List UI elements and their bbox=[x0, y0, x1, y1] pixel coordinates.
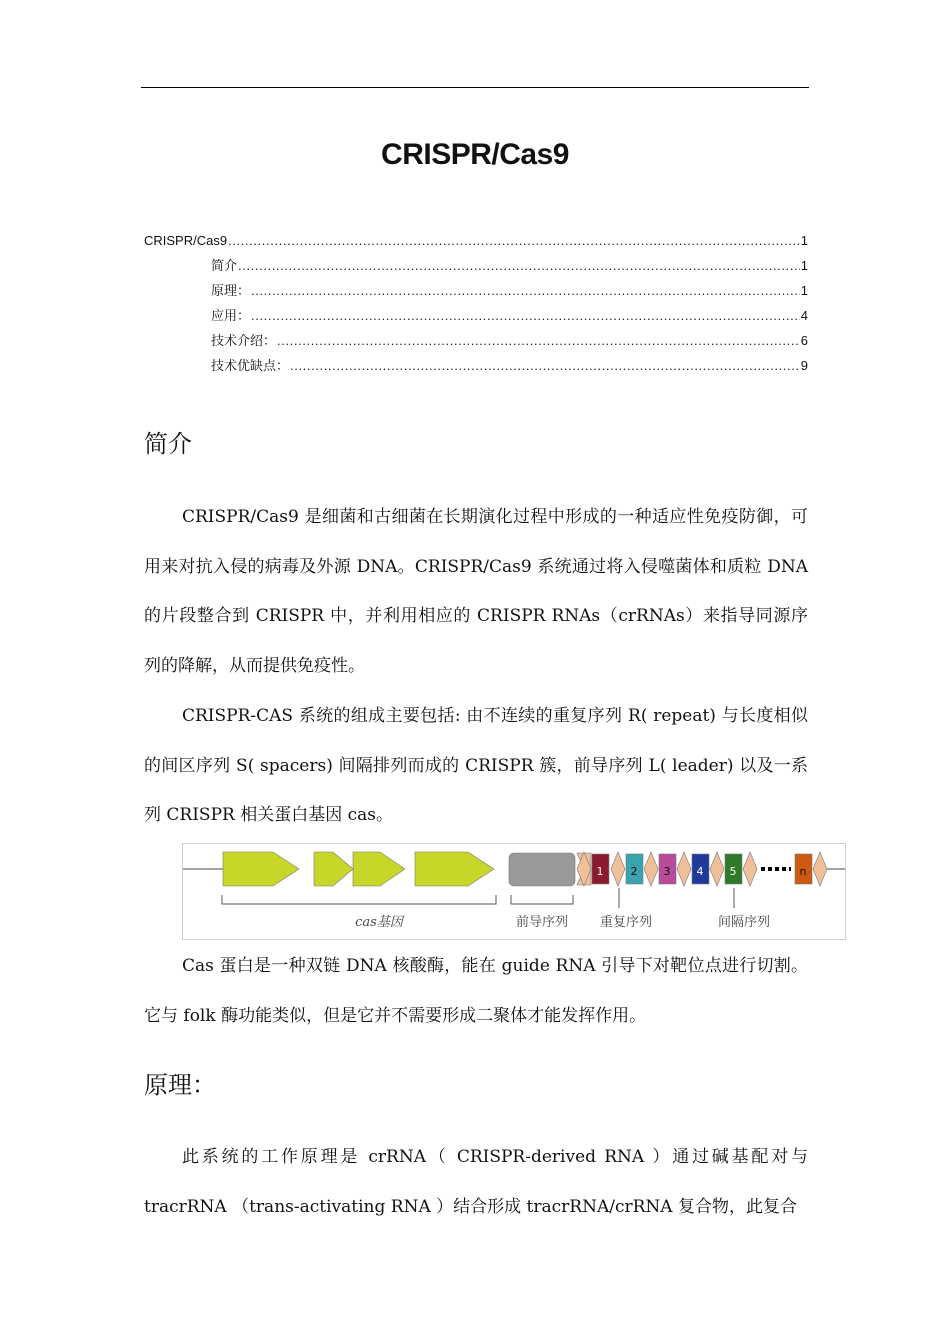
toc-leader-dots bbox=[251, 282, 800, 300]
toc-entry[interactable] bbox=[144, 307, 808, 332]
repeat-diamond bbox=[611, 852, 625, 886]
label-cas-genes: cas基因 bbox=[355, 915, 403, 930]
repeat-diamond bbox=[677, 852, 691, 886]
intro-paragraph-1: CRISPR/Cas9 是细菌和古细菌在长期演化过程中形成的一种适应性免疫防御，可用来对抗入侵的病毒及外源 DNA。CRISPR/Cas9 系统通过将入侵噬菌体和质粒 DNA 的片段整合到 CRISPR 中，并利用相应的 CRISPR RNAs（crRNAs）来指导同源序列的降解，从而提供免疫性。 bbox=[144, 507, 808, 676]
toc-label: 原理： bbox=[211, 283, 251, 298]
spacer-number: n bbox=[799, 865, 807, 878]
repeat-diamond bbox=[644, 852, 658, 886]
toc-label: 技术优缺点： bbox=[211, 358, 290, 373]
cas-gene-arrow bbox=[314, 852, 353, 886]
toc-entry[interactable] bbox=[144, 357, 808, 382]
repeat-diamond bbox=[710, 852, 724, 886]
toc-label: 应用： bbox=[211, 308, 251, 323]
toc-leader-dots bbox=[277, 332, 800, 350]
spacer-number: 4 bbox=[696, 865, 704, 878]
document-title: CRISPR/Cas9 bbox=[381, 138, 569, 171]
toc-entry[interactable] bbox=[144, 257, 808, 282]
toc-leader-dots bbox=[290, 357, 800, 375]
toc-page-number: 1 bbox=[800, 258, 808, 273]
toc-leader-dots bbox=[238, 257, 800, 275]
intro-paragraph-3: Cas 蛋白是一种双链 DNA 核酸酶，能在 guide RNA 引导下对靶位点进行切割。它与 folk 酶功能类似，但是它并不需要形成二聚体才能发挥作用。 bbox=[144, 956, 808, 1026]
toc-page-number: 9 bbox=[800, 358, 808, 373]
cas-gene-arrow bbox=[415, 852, 494, 886]
leader-sequence-block bbox=[509, 853, 575, 886]
header-rule bbox=[141, 87, 809, 88]
toc-page-number: 4 bbox=[800, 308, 808, 323]
leader-bracket bbox=[511, 895, 573, 904]
spacer-number: 3 bbox=[663, 865, 671, 878]
repeat-diamond bbox=[813, 852, 827, 886]
label-spacer: 间隔序列 bbox=[717, 915, 771, 930]
toc-page-number: 1 bbox=[800, 233, 808, 248]
spacer-number: 2 bbox=[630, 865, 638, 878]
toc-label: 技术介绍： bbox=[211, 333, 277, 348]
label-repeat: 重复序列 bbox=[599, 915, 653, 930]
spacer-number: 1 bbox=[596, 865, 604, 878]
toc-entry[interactable] bbox=[144, 282, 808, 307]
cas-gene-arrow bbox=[223, 852, 299, 886]
toc-page-number: 6 bbox=[800, 333, 808, 348]
cas-bracket bbox=[222, 895, 496, 904]
repeat-diamond bbox=[743, 852, 757, 886]
label-leader: 前导序列 bbox=[515, 915, 569, 930]
toc-page-number: 1 bbox=[800, 283, 808, 298]
toc-label: 简介 bbox=[211, 258, 238, 273]
toc-label: CRISPR/Cas9 bbox=[144, 233, 228, 248]
principle-paragraph-1: 此系统的工作原理是 crRNA（ CRISPR-derived RNA ）通过碱基配对与 tracrRNA （trans-activating RNA ）结合形成 tracrRNA/crRNA 复合物，此复合 bbox=[144, 1147, 808, 1217]
toc-leader-dots bbox=[251, 307, 800, 325]
spacer-number: 5 bbox=[729, 865, 737, 878]
section-heading-intro: 简介 bbox=[144, 430, 192, 458]
toc-entry[interactable] bbox=[144, 232, 808, 257]
crispr-locus-diagram bbox=[182, 843, 846, 940]
toc-entry[interactable] bbox=[144, 332, 808, 357]
toc-leader-dots bbox=[228, 232, 800, 250]
table-of-contents bbox=[144, 232, 808, 382]
cas-gene-arrow bbox=[353, 852, 405, 886]
section-heading-principle: 原理： bbox=[144, 1071, 216, 1099]
intro-paragraph-2: CRISPR-CAS 系统的组成主要包括: 由不连续的重复序列 R( repeat) 与长度相似的间区序列 S( spacers) 间隔排列而成的 CRISPR 簇，前导序列 L( leader) 以及一系列 CRISPR 相关蛋白基因 cas。 bbox=[144, 706, 808, 825]
